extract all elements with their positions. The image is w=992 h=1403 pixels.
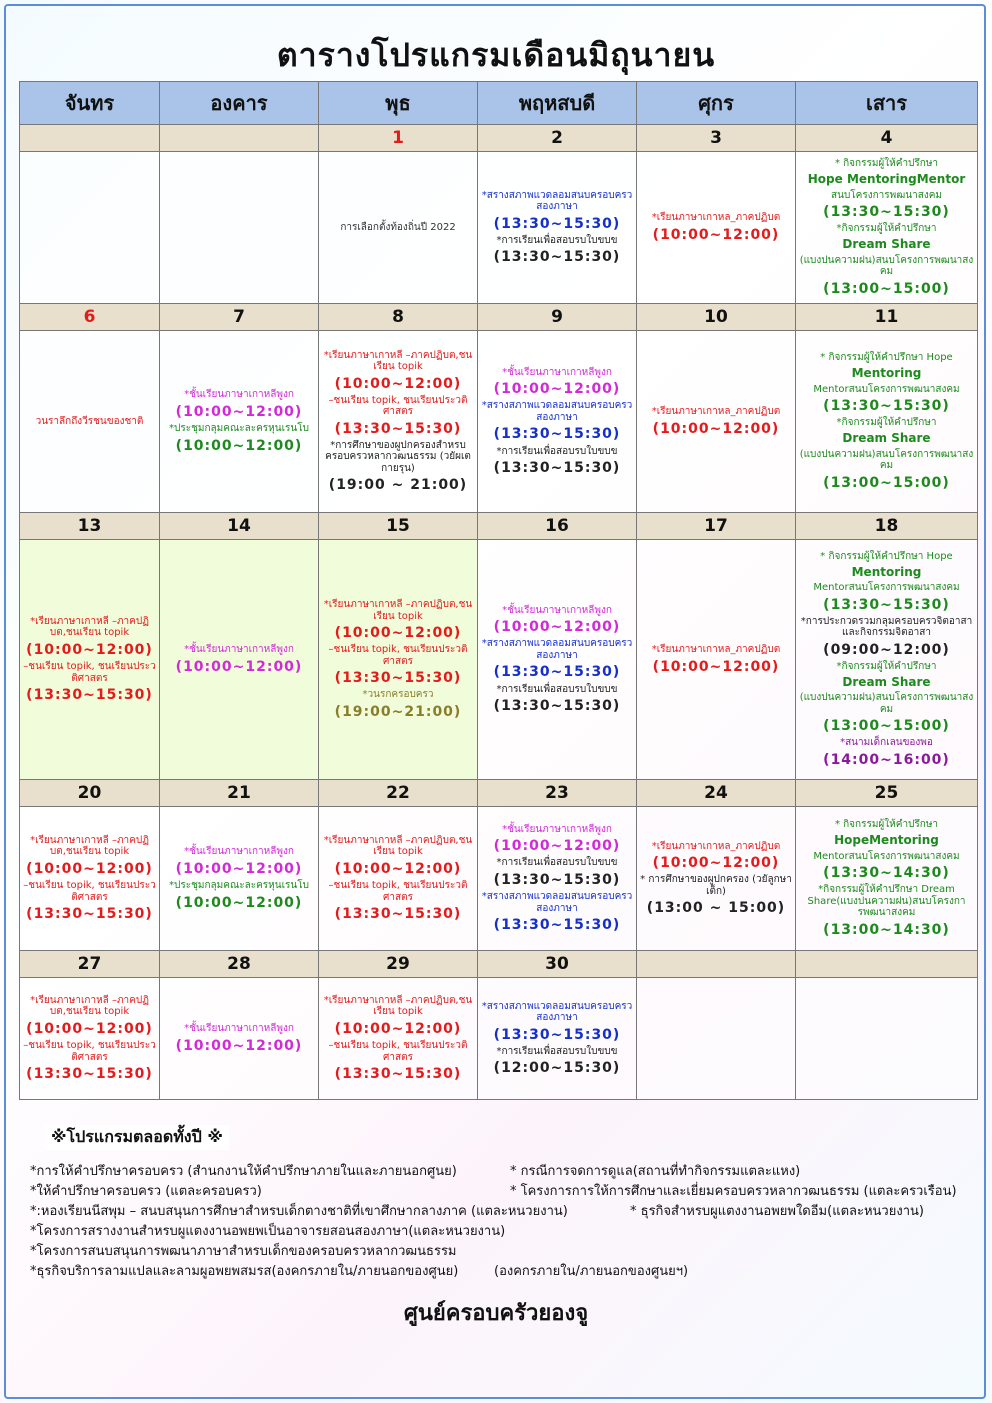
date-number: 1 bbox=[319, 125, 478, 152]
note-item: * ธุรกิจสำหรบผูแตงงานอพยพใดอีม(แตละหนวยงาน) bbox=[630, 1204, 924, 1219]
event-text: (13:30~15:30) bbox=[493, 1026, 621, 1043]
event-text: (13:00~14:30) bbox=[823, 921, 950, 938]
day-header-tuesday: องคาร bbox=[160, 82, 319, 125]
event-text: *การเรียนเพื่อสอบรบใบขบข bbox=[496, 1045, 618, 1057]
event-text: (10:00~12:00) bbox=[175, 1037, 303, 1054]
day-cell bbox=[160, 807, 319, 951]
event-text: *สนามเด็กเลนของพอ bbox=[840, 737, 933, 749]
date-number: 28 bbox=[160, 951, 319, 978]
event-text: * กิจกรรมผู้ให้คำปรึกษา bbox=[834, 819, 939, 831]
event-text: (13:30~15:30) bbox=[823, 398, 950, 415]
event-text: *กิจกรรมผู้ให้คำปรึกษา bbox=[836, 223, 937, 235]
note-item: *ให้คำปรึกษาครอบครว (แตละครอบครว) bbox=[30, 1184, 262, 1199]
day-cell bbox=[637, 540, 796, 780]
event-text: *สรางสภาพแวดลอมสนบครอบครวสองภาษา bbox=[481, 400, 633, 423]
week-row bbox=[20, 807, 978, 951]
event-text: (13:30~15:30) bbox=[334, 1066, 462, 1082]
event-text: (14:00~16:00) bbox=[823, 751, 950, 768]
event-text: (13:00~15:00) bbox=[823, 718, 950, 735]
day-cell bbox=[637, 331, 796, 513]
event-text: (19:00~21:00) bbox=[334, 703, 462, 720]
note-item: * กรณีการจดการดูแล(สถานที่ทำกิจกรรมแตละแหง) bbox=[510, 1164, 801, 1179]
event-text: *เรียนภาษาเกาหลี –ภาคปฏิบต,ชนเรียน topik bbox=[30, 834, 149, 858]
event-text: *เรียนภาษาเกาหลี –ภาคปฏิบต,ชนเรียน topik bbox=[323, 994, 473, 1018]
day-cell bbox=[319, 331, 478, 513]
event-text: *ชั้นเรียนภาษาเกาหลีพูงก bbox=[502, 823, 612, 835]
date-number: 30 bbox=[478, 951, 637, 978]
event-text: *เรียนภาษาเกาหลี –ภาคปฏิบต,ชนเรียน topik bbox=[323, 349, 473, 373]
day-cell bbox=[319, 978, 478, 1100]
event-text: (13:30~15:30) bbox=[493, 215, 621, 232]
note-item: *การให้คำปรึกษาครอบครว (สำนกงานให้คำปรึกษาภายในและภายนอกศูนย) bbox=[30, 1164, 457, 1179]
event-text: *ชั้นเรียนภาษาเกาหลีพูงก bbox=[184, 1023, 294, 1035]
event-text: –ชนเรียน topik, ชนเรียนประวติศาสตร bbox=[328, 644, 468, 667]
event-text: (10:00~12:00) bbox=[26, 1020, 153, 1037]
date-number bbox=[637, 951, 796, 978]
calendar-table bbox=[19, 81, 978, 1100]
date-number bbox=[796, 951, 978, 978]
event-text: การเลือกตั้งท้องถิ่นปี 2022 bbox=[340, 221, 456, 233]
event-text: *สรางสภาพแวดลอมสนบครอบครวสองภาษา bbox=[481, 1000, 633, 1024]
event-text: *วนรกครอบครว bbox=[362, 689, 434, 701]
date-number: 22 bbox=[319, 780, 478, 807]
day-cell bbox=[796, 978, 978, 1100]
date-number: 25 bbox=[796, 780, 978, 807]
event-text: –ชนเรียน topik, ชนเรียนประวติศาสตร bbox=[23, 1040, 156, 1063]
event-text: (10:00~12:00) bbox=[652, 658, 780, 675]
event-text: –ชนเรียน topik, ชนเรียนประวติศาสตร bbox=[328, 880, 468, 903]
event-text: *การศึกษาของผูปกครองสำหรบครอบครวหลากวฒนธรรม (วยัผเตกายรุน) bbox=[325, 439, 471, 474]
event-text: (13:30~15:30) bbox=[493, 426, 621, 443]
date-number: 4 bbox=[796, 125, 978, 152]
week-row bbox=[20, 331, 978, 513]
date-number: 27 bbox=[20, 951, 160, 978]
event-text: (10:00~12:00) bbox=[334, 860, 462, 877]
event-text: *ชั้นเรียนภาษาเกาหลีพูงก bbox=[502, 366, 612, 378]
date-row bbox=[20, 780, 978, 807]
event-text: (13:30~15:30) bbox=[823, 596, 950, 613]
event-text: *การเรียนเพื่อสอบรบใบขบข bbox=[496, 234, 618, 246]
day-cell bbox=[637, 152, 796, 304]
event-text: (10:00~12:00) bbox=[493, 381, 621, 398]
day-cell bbox=[796, 152, 978, 304]
day-cell bbox=[20, 152, 160, 304]
event-text: *ชั้นเรียนภาษาเกาหลีพูงก bbox=[184, 846, 294, 858]
event-text: (13:00 ~ 15:00) bbox=[646, 900, 786, 917]
event-text: Mentorสนบโครงการพฒนาสงคม bbox=[813, 850, 960, 862]
date-number: 18 bbox=[796, 513, 978, 540]
day-cell bbox=[160, 978, 319, 1100]
day-cell bbox=[160, 152, 319, 304]
event-text: (แบงปนความฝน)สนบโครงการพฒนาสงคม bbox=[799, 448, 974, 472]
event-text: (13:30~15:30) bbox=[334, 420, 462, 437]
note-item: * โครงการการให้การศึกษาและเยี่ยมครอบครวหลากวฒนธรรม (แตละครวเรือน) bbox=[510, 1184, 957, 1199]
event-text: –ชนเรียน topik, ชนเรียนประวติศาสตร bbox=[328, 394, 468, 418]
date-row bbox=[20, 513, 978, 540]
date-number: 8 bbox=[319, 304, 478, 331]
event-text: (10:00~12:00) bbox=[175, 860, 303, 877]
event-text: HopeMentoring bbox=[834, 832, 939, 847]
event-text: *กิจกรรมผู้ให้คำปรึกษา bbox=[836, 417, 937, 429]
date-number: 11 bbox=[796, 304, 978, 331]
event-text: *การเรียนเพื่อสอบรบใบขบข bbox=[496, 857, 618, 869]
date-number: 17 bbox=[637, 513, 796, 540]
event-text: (13:30~15:30) bbox=[493, 698, 621, 715]
event-text: *ชั้นเรียนภาษาเกาหลีพูงก bbox=[502, 604, 612, 616]
day-cell bbox=[20, 978, 160, 1100]
event-text: (09:00~12:00) bbox=[823, 641, 950, 658]
date-number: 29 bbox=[319, 951, 478, 978]
day-cell bbox=[796, 807, 978, 951]
event-text: *สรางสภาพแวดลอมสนบครอบครวสองภาษา bbox=[481, 891, 633, 914]
event-text: (10:00~12:00) bbox=[334, 1020, 462, 1037]
event-text: Hope MentoringMentor bbox=[807, 171, 966, 186]
event-text: Dream Share bbox=[842, 674, 931, 689]
event-text: (10:00~12:00) bbox=[652, 855, 780, 872]
date-number: 13 bbox=[20, 513, 160, 540]
day-cell bbox=[20, 540, 160, 780]
day-cell bbox=[478, 152, 637, 304]
event-text: *เรียนภาษาเกาหลี –ภาคปฏิบต,ชนเรียน topik bbox=[30, 615, 149, 639]
day-cell bbox=[20, 331, 160, 513]
date-row bbox=[20, 304, 978, 331]
event-text: (10:00~12:00) bbox=[26, 860, 153, 877]
event-text: (13:30~15:30) bbox=[334, 906, 462, 922]
event-text: (10:00~12:00) bbox=[493, 838, 621, 855]
event-text: (13:30~15:30) bbox=[493, 664, 621, 681]
day-cell bbox=[637, 978, 796, 1100]
event-text: –ชนเรียน topik, ชนเรียนประวติศาสตร bbox=[328, 1040, 468, 1063]
day-cell bbox=[478, 331, 637, 513]
event-text: (10:00~12:00) bbox=[334, 625, 462, 642]
date-number: 3 bbox=[637, 125, 796, 152]
event-text: Mentoring bbox=[851, 365, 922, 380]
date-number: 15 bbox=[319, 513, 478, 540]
event-text: Mentorสนบโครงการพฒนาสงคม bbox=[813, 383, 960, 395]
date-number: 6 bbox=[20, 304, 160, 331]
day-cell bbox=[637, 807, 796, 951]
day-cell bbox=[319, 540, 478, 780]
event-text: (10:00~12:00) bbox=[175, 894, 303, 911]
day-header-saturday: เสาร bbox=[796, 82, 978, 125]
date-number: 24 bbox=[637, 780, 796, 807]
event-text: (10:00~12:00) bbox=[175, 437, 303, 454]
day-header-thursday: พฤหสบดี bbox=[478, 82, 637, 125]
event-text: *ชั้นเรียนภาษาเกาหลีพูงก bbox=[184, 389, 294, 401]
event-text: *เรียนภาษาเกาหล_ภาคปฏิบต bbox=[651, 644, 781, 656]
date-row bbox=[20, 125, 978, 152]
event-text: *เรียนภาษาเกาหลี –ภาคปฏิบต,ชนเรียน topik bbox=[323, 599, 473, 622]
event-text: * กิจกรรมผู้ให้คำปรึกษา bbox=[834, 158, 939, 170]
event-text: (13:30~14:30) bbox=[823, 865, 950, 882]
date-number: 16 bbox=[478, 513, 637, 540]
week-row bbox=[20, 540, 978, 780]
year-round-title: ※โปรแกรมตลอดทั้งปี ※ bbox=[45, 1125, 229, 1150]
event-text: Dream Share bbox=[842, 236, 931, 251]
day-cell bbox=[319, 152, 478, 304]
note-item: *:หองเรียนนีสพุม – สนบสนุนการศึกษาสำหรบเด็กตางชาติที่เขาศึกษากลางภาค (แตละหนวยงาน) bbox=[30, 1204, 568, 1219]
event-text: (13:30~15:30) bbox=[493, 460, 621, 477]
event-text: *ประชุมกลุมคณะละครหุนเรนโบ bbox=[169, 880, 309, 891]
event-text: (10:00~12:00) bbox=[652, 226, 780, 243]
event-text: (แบงปนความฝน)สนบโครงการพฒนาสงคม bbox=[799, 692, 974, 715]
day-cell bbox=[478, 978, 637, 1100]
date-row bbox=[20, 951, 978, 978]
event-text: (13:30~15:30) bbox=[26, 1066, 153, 1082]
day-cell bbox=[796, 331, 978, 513]
day-header-monday: จันทร bbox=[20, 82, 160, 125]
event-text: (10:00~12:00) bbox=[652, 420, 780, 437]
note-item: *ธุรกิจบริการลามแปลและลามผูอพยพสมรส(องคกรภายใน/ภายนอกของศูนย) bbox=[30, 1264, 459, 1279]
event-text: (13:00~15:00) bbox=[823, 474, 950, 491]
event-text: *เรียนภาษาเกาหลี –ภาคปฏิบต,ชนเรียน topik bbox=[30, 994, 149, 1018]
event-text: (13:30~15:30) bbox=[823, 204, 950, 221]
event-text: *ชั้นเรียนภาษาเกาหลีพูงก bbox=[184, 644, 294, 656]
day-header-friday: ศุกร bbox=[637, 82, 796, 125]
event-text: –ชนเรียน topik, ชนเรียนประวติศาสตร bbox=[23, 880, 156, 903]
event-text: Mentoring bbox=[851, 564, 922, 579]
event-text: *กิจกรรมผู้ให้คำปรึกษา Dream Share(แบงปนความฝน)สนบโครงการพฒนาสงคม bbox=[807, 884, 966, 919]
event-text: *ประชุมกลุมคณะละครหุนเรนโบ bbox=[169, 423, 309, 434]
event-text: *สรางสภาพแวดลอมสนบครอบครวสองภาษา bbox=[481, 638, 633, 661]
event-text: *เรียนภาษาเกาหลี –ภาคปฏิบต,ชนเรียน topik bbox=[323, 834, 473, 858]
center-name-footer: ศูนย์ครอบครัวยองจู bbox=[403, 1301, 589, 1326]
day-cell bbox=[478, 807, 637, 951]
note-item: *โครงการสนบสนุนการพฒนาภาษาสำหรบเด็กของครอบครวหลากวฒนธรรม bbox=[30, 1244, 457, 1259]
event-text: (13:30~15:30) bbox=[493, 917, 621, 934]
event-text: (13:30~15:30) bbox=[26, 906, 153, 922]
event-text: (10:00~12:00) bbox=[175, 403, 303, 420]
day-header-wednesday: พุธ bbox=[319, 82, 478, 125]
date-number: 7 bbox=[160, 304, 319, 331]
event-text: *กิจกรรมผู้ให้คำปรึกษา bbox=[836, 661, 937, 672]
day-cell bbox=[478, 540, 637, 780]
event-text: (10:00~12:00) bbox=[26, 641, 153, 658]
event-text: *เรียนภาษาเกาหล_ภาคปฏิบต bbox=[651, 212, 781, 224]
date-number bbox=[20, 125, 160, 152]
page-title: ตารางโปรแกรมเดือนมิถุนายน bbox=[276, 36, 716, 74]
event-text: * การศึกษาของผูปกครอง (วยัลูกษาเต็ก) bbox=[640, 874, 792, 897]
event-text: * กิจกรรมผู้ให้คำปรึกษา Hope bbox=[820, 551, 953, 563]
event-text: *เรียนภาษาเกาหล_ภาคปฏิบต bbox=[651, 406, 781, 418]
event-text: (12:00~15:30) bbox=[493, 1060, 621, 1077]
event-text: Mentorสนบโครงการพฒนาสงคม bbox=[813, 582, 960, 594]
date-number: 9 bbox=[478, 304, 637, 331]
event-text: *เรียนภาษาเกาหล_ภาคปฏิบต bbox=[651, 840, 781, 852]
event-text: วนราลึกถึงวีรชนของชาติ bbox=[35, 415, 144, 427]
day-cell bbox=[319, 807, 478, 951]
event-text: (13:30~15:30) bbox=[334, 670, 462, 687]
event-text: (19:00 ~ 21:00) bbox=[328, 477, 468, 494]
event-text: (10:00~12:00) bbox=[493, 619, 621, 636]
day-cell bbox=[20, 807, 160, 951]
event-text: สนบโครงการพฒนาสงคม bbox=[831, 189, 942, 201]
date-number: 21 bbox=[160, 780, 319, 807]
note-item: (องคกรภายใน/ภายนอกของศูนยฯ) bbox=[494, 1264, 689, 1279]
event-text: *การประกวดรวมกลุมครอบครวจิตอาสา และกิจกรรมจิตอาสา bbox=[800, 615, 973, 639]
event-text: –ชนเรียน topik, ชนเรียนประวติศาสตร bbox=[23, 661, 156, 684]
date-number bbox=[160, 125, 319, 152]
date-number: 23 bbox=[478, 780, 637, 807]
event-text: *การเรียนเพื่อสอบรบใบขบข bbox=[496, 445, 618, 457]
week-row bbox=[20, 152, 978, 304]
date-number: 20 bbox=[20, 780, 160, 807]
day-cell bbox=[796, 540, 978, 780]
event-text: Dream Share bbox=[842, 430, 931, 445]
event-text: (13:30~15:30) bbox=[26, 687, 153, 703]
event-text: (แบงปนความฝน)สนบโครงการพฒนาสงคม bbox=[799, 254, 974, 278]
week-row bbox=[20, 978, 978, 1100]
event-text: (10:00~12:00) bbox=[175, 658, 303, 675]
date-number: 10 bbox=[637, 304, 796, 331]
event-text: (13:30~15:30) bbox=[493, 249, 621, 266]
day-cell bbox=[160, 331, 319, 513]
day-cell bbox=[160, 540, 319, 780]
event-text: (13:30~15:30) bbox=[493, 871, 621, 888]
event-text: (13:00~15:00) bbox=[823, 280, 950, 297]
event-text: (10:00~12:00) bbox=[334, 375, 462, 392]
event-text: *สรางสภาพแวดลอมสนบครอบครวสองภาษา bbox=[481, 189, 633, 213]
event-text: * กิจกรรมผู้ให้คำปรึกษา Hope bbox=[820, 352, 953, 364]
event-text: *การเรียนเพื่อสอบรบใบขบข bbox=[496, 683, 618, 695]
note-item: *โครงการสรางงานสำหรบผูแตงงานอพยพเป็นอาจารยสอนสองภาษา(แตละหนวยงาน) bbox=[30, 1224, 506, 1239]
date-number: 2 bbox=[478, 125, 637, 152]
date-number: 14 bbox=[160, 513, 319, 540]
